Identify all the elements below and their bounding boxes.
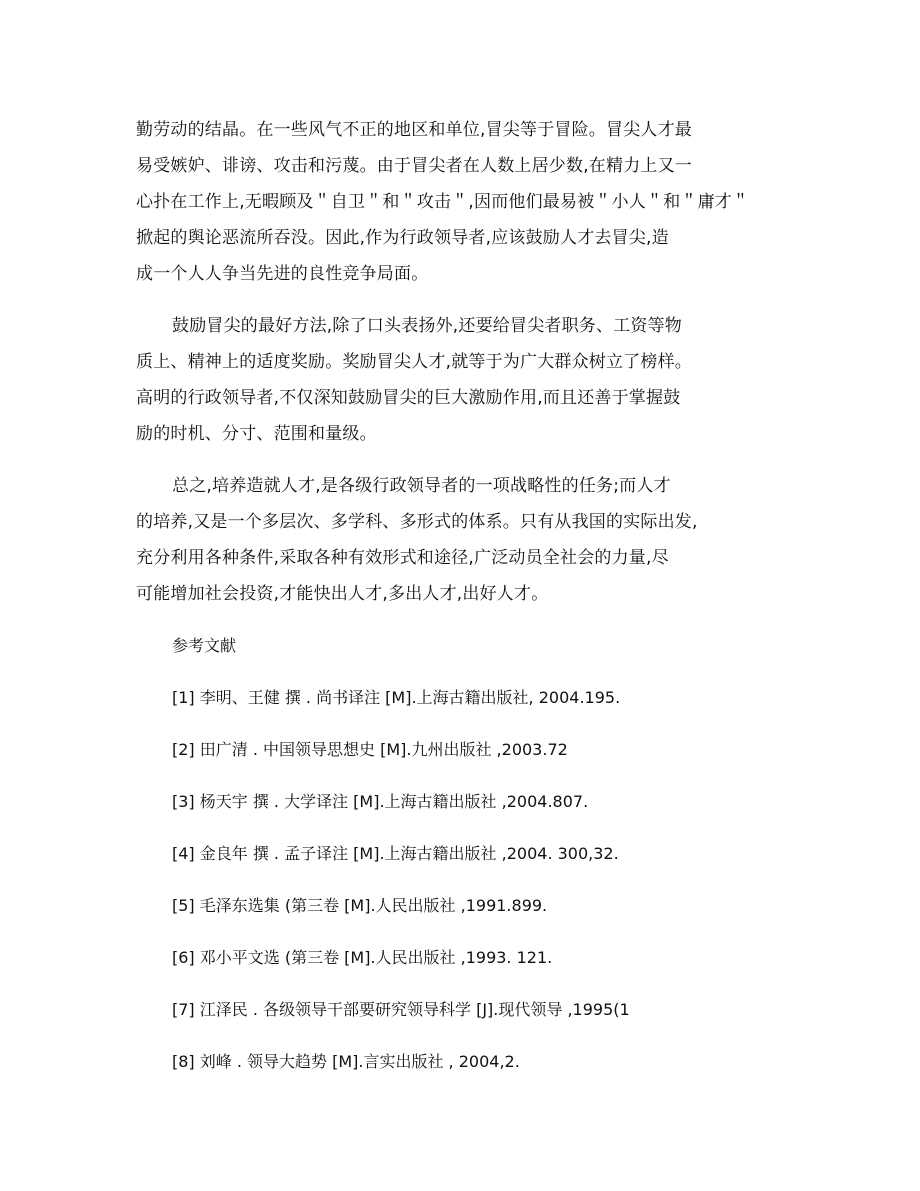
reference-item: [7] 江泽民 . 各级领导干部要研究领导科学 [J].现代领导 ,1995(1 [172, 1000, 630, 1019]
body-line: 励的时机、分寸、范围和量级。 [136, 424, 377, 444]
body-line: 质上、精神上的适度奖励。奖励冒尖人才,就等于为广大群众树立了榜样。 [136, 352, 693, 372]
reference-item: [1] 李明、王健 撰 . 尚书译注 [M].上海古籍出版社, 2004.195. [172, 688, 621, 707]
reference-item: [3] 杨天宇 撰 . 大学译注 [M].上海古籍出版社 ,2004.807. [172, 792, 589, 811]
reference-item: [8] 刘峰 . 领导大趋势 [M].言实出版社 , 2004,2. [172, 1052, 520, 1071]
body-line: 高明的行政领导者,不仅深知鼓励冒尖的巨大激励作用,而且还善于掌握鼓 [136, 388, 681, 408]
body-line: 的培养,又是一个多层次、多学科、多形式的体系。只有从我国的实际出发, [136, 512, 698, 532]
body-line: 掀起的舆论恶流所吞没。因此,作为行政领导者,应该鼓励人才去冒尖,造 [136, 228, 669, 248]
body-line: 成一个人人争当先进的良性竞争局面。 [136, 264, 429, 284]
body-line: 总之,培养造就人才,是各级行政领导者的一项战略性的任务;而人才 [172, 476, 671, 496]
body-line: 心扑在工作上,无暇顾及＂自卫＂和＂攻击＂,因而他们最易被＂小人＂和＂庸才＂ [136, 192, 750, 212]
body-line: 充分利用各种条件,采取各种有效形式和途径,广泛动员全社会的力量,尽 [136, 548, 669, 568]
references-heading: 参考文献 [172, 636, 237, 655]
reference-item: [4] 金良年 撰 . 孟子译注 [M].上海古籍出版社 ,2004. 300,32. [172, 844, 619, 863]
body-line: 可能增加社会投资,才能快出人才,多出人才,出好人才。 [136, 584, 549, 604]
body-line: 鼓励冒尖的最好方法,除了口头表扬外,还要给冒尖者职务、工资等物 [172, 316, 683, 336]
body-line: 易受嫉妒、诽谤、攻击和污蔑。由于冒尖者在人数上居少数,在精力上又一 [136, 156, 693, 176]
reference-item: [2] 田广清 . 中国领导思想史 [M].九州出版社 ,2003.72 [172, 740, 568, 759]
reference-item: [5] 毛泽东选集 (第三卷 [M].人民出版社 ,1991.899. [172, 896, 548, 915]
reference-item: [6] 邓小平文选 (第三卷 [M].人民出版社 ,1993. 121. [172, 948, 553, 967]
body-line: 勤劳动的结晶。在一些风气不正的地区和单位,冒尖等于冒险。冒尖人才最 [136, 120, 693, 140]
